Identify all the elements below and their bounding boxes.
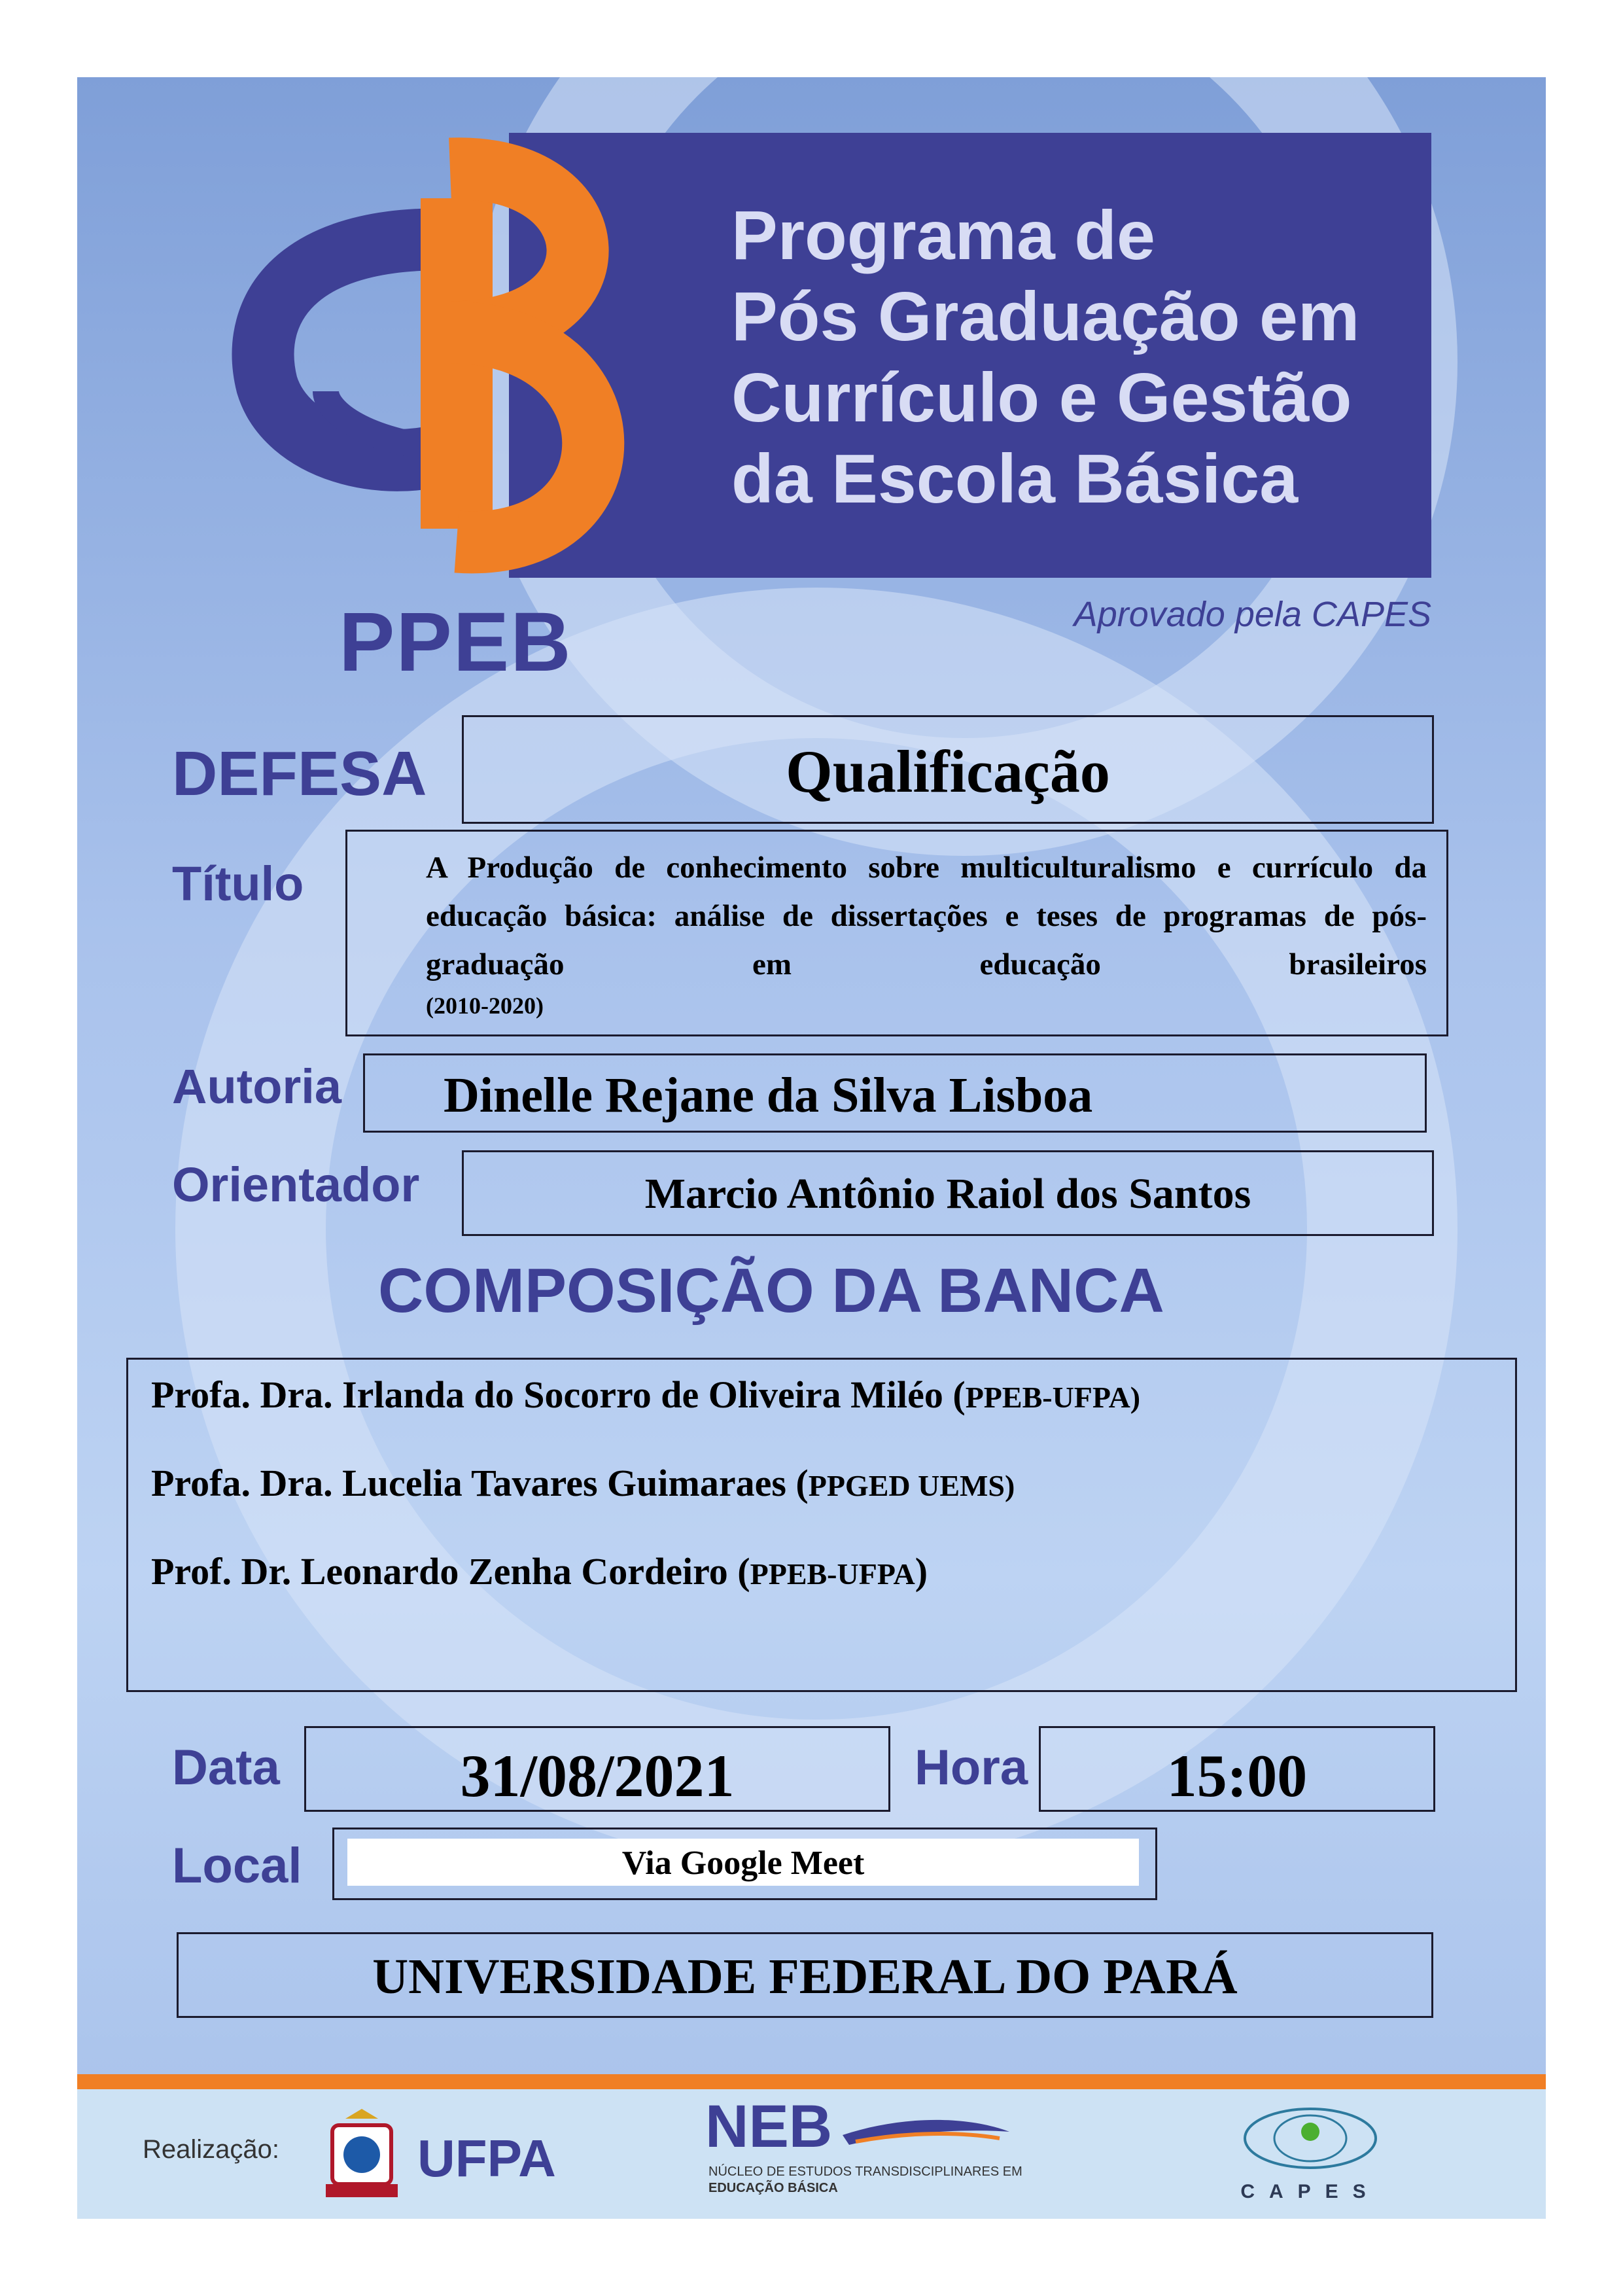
orientador-label: Orientador xyxy=(172,1157,420,1212)
ufpa-label: UFPA xyxy=(417,2129,556,2187)
hora-label: Hora xyxy=(915,1740,1028,1795)
program-title-line-2: Pós Graduação em xyxy=(731,278,1360,355)
orientador-box xyxy=(462,1150,1434,1236)
data-label: Data xyxy=(172,1740,280,1795)
footer-orange-stripe xyxy=(77,2074,1546,2089)
ppeb-acronym: PPEB xyxy=(339,595,572,689)
banca-member-1-inst: PPEB-UFPA) xyxy=(965,1381,1141,1414)
local-label: Local xyxy=(172,1838,302,1894)
neb-full-name-line-1: NÚCLEO DE ESTUDOS TRANSDISCIPLINARES EM xyxy=(708,2164,1022,2179)
university-box xyxy=(177,1932,1433,2018)
neb-label: NEB xyxy=(705,2093,833,2160)
capes-logo-icon xyxy=(1235,2099,1386,2178)
program-title-line-3: Currículo e Gestão xyxy=(731,359,1352,436)
footer xyxy=(77,2089,1546,2219)
defesa-label: DEFESA xyxy=(172,739,427,809)
defesa-value-text: Qualificação xyxy=(786,738,1110,805)
neb-swoosh-icon xyxy=(843,2109,1013,2155)
titulo-box xyxy=(345,830,1448,1036)
program-title-line-1: Programa de xyxy=(731,197,1156,274)
ufpa-crest-icon xyxy=(319,2106,404,2204)
autoria-value: Dinelle Rejane da Silva Lisboa xyxy=(444,1068,1093,1123)
titulo-years: (2010-2020) xyxy=(426,993,544,1019)
banca-member-2-name: Profa. Dra. Lucelia Tavares Guimaraes ( xyxy=(151,1462,809,1504)
university-name: UNIVERSIDADE FEDERAL DO PARÁ xyxy=(372,1949,1238,2004)
banca-member-2 xyxy=(151,1461,1015,1505)
defesa-value xyxy=(462,715,1434,824)
program-title-line-4: da Escola Básica xyxy=(731,440,1299,518)
hora-value: 15:00 xyxy=(1166,1742,1308,1809)
local-inner xyxy=(347,1839,1139,1886)
autoria-box xyxy=(363,1053,1427,1133)
autoria-label: Autoria xyxy=(172,1059,341,1114)
data-box xyxy=(304,1726,890,1812)
poster xyxy=(77,77,1546,2219)
data-value: 31/08/2021 xyxy=(460,1742,735,1809)
titulo-text: A Produção de conhecimento sobre multiculturalismo e currículo da educação básica: análise de dissertações e teses de programas de pós-graduação em educação brasileiros xyxy=(426,851,1427,981)
ppeb-logo-icon xyxy=(169,136,692,594)
banca-member-3-inst: PPEB-UFPA xyxy=(750,1557,915,1591)
banca-member-3-close: ) xyxy=(915,1550,928,1593)
banca-member-1-name: Profa. Dra. Irlanda do Socorro de Oliveira Miléo ( xyxy=(151,1373,966,1416)
titulo-label: Título xyxy=(172,857,304,911)
hora-box xyxy=(1039,1726,1435,1812)
orientador-value: Marcio Antônio Raiol dos Santos xyxy=(644,1170,1251,1218)
banca-member-3 xyxy=(151,1549,928,1593)
local-box xyxy=(332,1828,1157,1900)
local-value: Via Google Meet xyxy=(621,1845,865,1882)
approval-note: Aprovado pela CAPES xyxy=(1073,595,1431,634)
banca-member-1 xyxy=(151,1373,1140,1417)
neb-full-name-line-2: EDUCAÇÃO BÁSICA xyxy=(708,2181,838,2195)
program-title xyxy=(731,195,1418,520)
capes-label: CAPES xyxy=(1240,2181,1380,2202)
banca-member-2-inst: PPGED UEMS) xyxy=(808,1469,1015,1502)
banca-box xyxy=(126,1358,1517,1692)
banca-heading: COMPOSIÇÃO DA BANCA xyxy=(378,1256,1164,1326)
realizacao-label: Realização: xyxy=(143,2135,280,2164)
banca-member-3-name: Prof. Dr. Leonardo Zenha Cordeiro ( xyxy=(151,1550,750,1593)
